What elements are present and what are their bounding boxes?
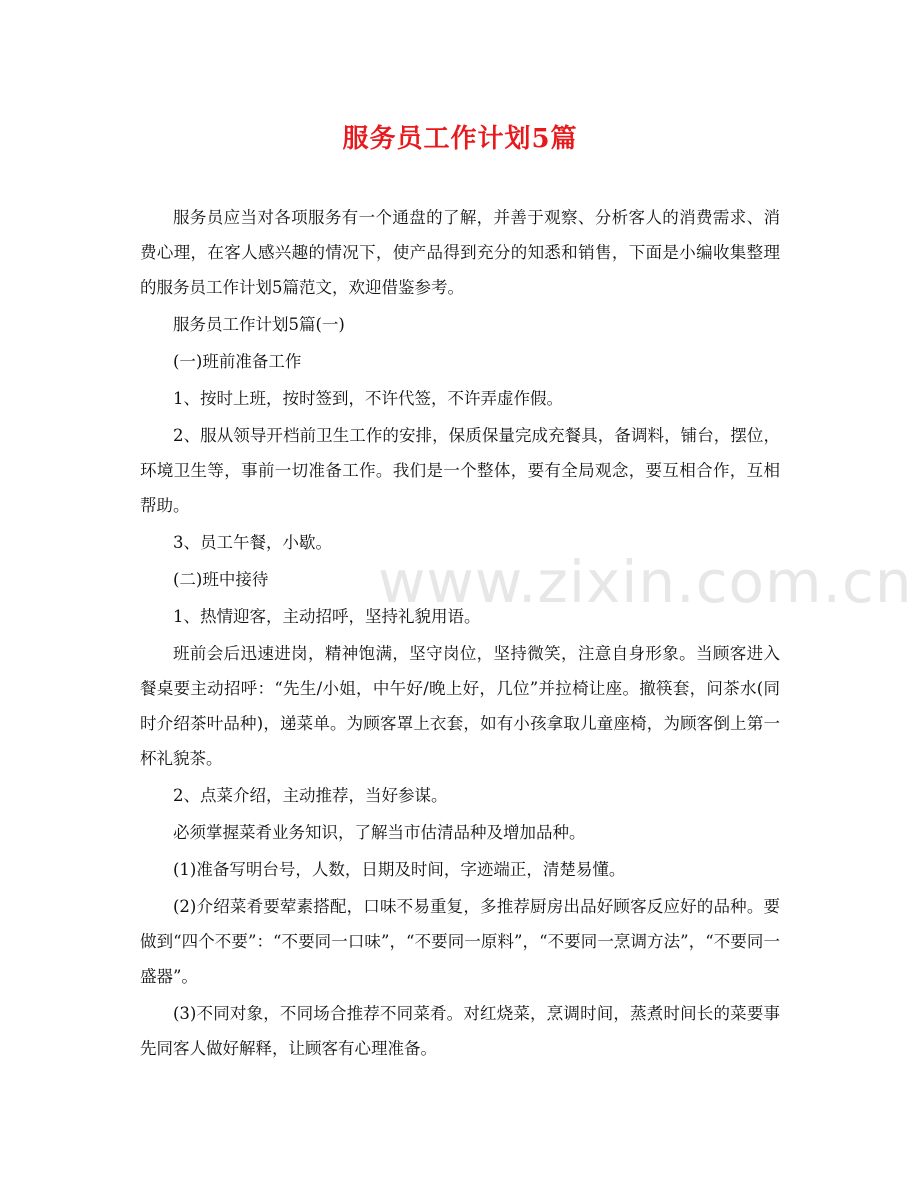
paragraph-sub-1: (1)准备写明台号，人数，日期及时间，字迹端正，清楚易懂。 <box>173 860 626 879</box>
paragraph-section-1: (一)班前准备工作 <box>173 352 302 371</box>
document-title: 服务员工作计划5篇 <box>342 124 578 154</box>
paragraph-section-2: (二)班中接待 <box>173 570 269 589</box>
paragraph-knowledge: 必须掌握菜肴业务知识，了解当市估清品种及增加品种。 <box>173 823 586 842</box>
paragraph-plan-heading: 服务员工作计划5篇(一) <box>173 315 345 334</box>
paragraph-intro: 服务员应当对各项服务有一个通盘的了解，并善于观察、分析客人的消费需求、消费心理，在客人感兴趣的情况下，使产品得到充分的知悉和销售，下面是小编收集整理的服务员工作计划5篇范文，欢迎借鉴参考。 <box>140 208 780 297</box>
paragraph-greet: 1、热情迎客，主动招呼，坚持礼貌用语。 <box>173 607 481 626</box>
paragraph-order: 2、点菜介绍，主动推荐，当好参谋。 <box>173 786 448 805</box>
document-body <box>140 200 780 1068</box>
paragraph-greet-detail: 班前会后迅速进岗，精神饱满，坚守岗位，坚持微笑，注意自身形象。当顾客进入餐桌要主动招呼：“先生/小姐，中午好/晚上好，几位”并拉椅让座。撤筷套，问茶水(同时介绍茶叶品种)，递菜单。为顾客罩上衣套，如有小孩拿取儿童座椅，为顾客倒上第一杯礼貌茶。 <box>140 644 780 768</box>
paragraph-sub-3: (3)不同对象，不同场合推荐不同菜肴。对红烧菜，烹调时间，蒸煮时间长的菜要事先同客人做好解释，让顾客有心理准备。 <box>140 1004 780 1058</box>
paragraph-item-1: 1、按时上班，按时签到，不许代签，不许弄虚作假。 <box>173 389 563 408</box>
watermark: www.zixin.com.cn <box>378 548 913 616</box>
paragraph-item-3: 3、员工午餐，小歇。 <box>173 533 332 552</box>
paragraph-sub-2: (2)介绍菜肴要荤素搭配，口味不易重复，多推荐厨房出品好顾客反应好的品种。要做到“四个不要”：“不要同一口味”，“不要同一原料”，“不要同一烹调方法”，“不要同一盛器”。 <box>140 897 780 986</box>
paragraph-item-2: 2、服从领导开档前卫生工作的安排，保质保量完成充餐具，备调料，铺台，摆位，环境卫生等，事前一切准备工作。我们是一个整体，要有全局观念，要互相合作，互相帮助。 <box>140 426 780 515</box>
